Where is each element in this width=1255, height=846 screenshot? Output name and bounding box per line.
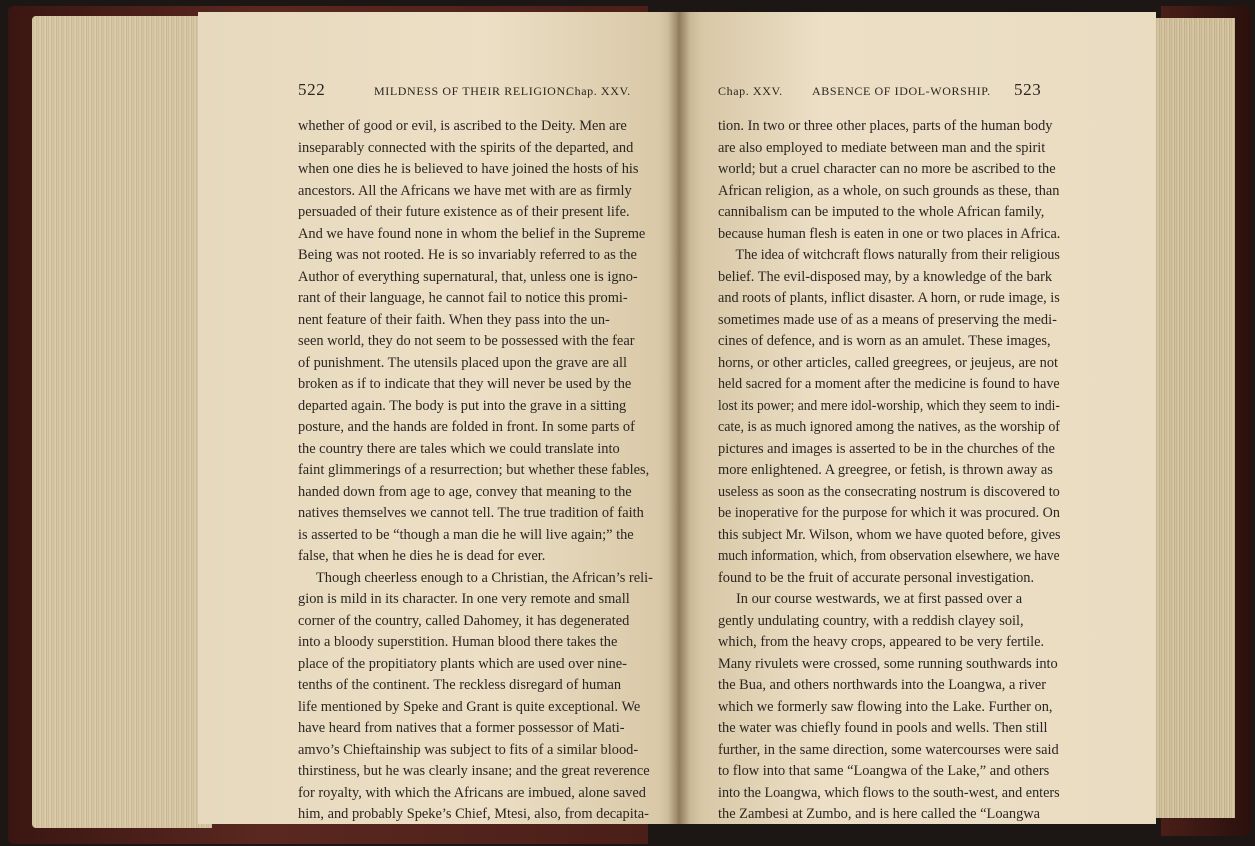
text-line: world; but a cruel character can no more be ascribed to the: [718, 161, 1056, 177]
text-line: broken as if to indicate that they will never be used by the: [298, 376, 632, 392]
text-line: place of the propitiatory plants which are used over nine-: [298, 655, 627, 672]
text-line: belief. The evil-disposed may, by a knowledge of the bark: [718, 268, 1053, 285]
text-line: for royalty, with which the Africans are imbued, alone saved: [298, 784, 646, 801]
text-line: departed again. The body is put into the grave in a sitting: [298, 397, 627, 414]
left-page-header: [298, 80, 658, 106]
book-gutter: [668, 12, 690, 824]
right-chapter-label: Chap. XXV.: [718, 84, 783, 98]
text-line: African religion, as a whole, on such grounds as these, than: [718, 182, 1060, 199]
right-running-title: ABSENCE OF IDOL-WORSHIP.: [812, 84, 991, 98]
right-page-header: [718, 80, 1058, 106]
text-line: the Bua, and others northwards into the Loangwa, a river: [718, 677, 1047, 693]
text-line: and roots of plants, inflict disaster. A horn, or rude image, is: [718, 290, 1060, 306]
text-line: when one dies he is believed to have joined the hosts of his: [298, 161, 639, 177]
text-line: tion. In two or three other places, parts of the human body: [718, 118, 1053, 134]
text-line: inseparably connected with the spirits of the departed, and: [298, 139, 634, 156]
text-line: further, in the same direction, some watercourses were said: [718, 741, 1059, 758]
text-line: Many rivulets were crossed, some running southwards into: [718, 655, 1058, 672]
text-line: this subject Mr. Wilson, whom we have quoted before, gives: [718, 526, 1061, 543]
right-page-body: [718, 116, 1060, 826]
text-line: corner of the country, called Dahomey, it has degenerated: [298, 612, 630, 629]
text-line: which we formerly saw flowing into the Lake. Further on,: [718, 698, 1053, 715]
text-line: to flow into that same “Loangwa of the Lake,” and others: [718, 763, 1050, 779]
text-line: found to be the fruit of accurate personal investigation.: [718, 569, 1035, 586]
text-line: persuaded of their future existence as of their present life.: [298, 204, 630, 220]
text-line: useless as soon as the consecrating nostrum is discovered to: [718, 483, 1060, 500]
text-line: gion is mild in its character. In one very remote and small: [298, 591, 630, 607]
text-line: rant of their language, he cannot fail to notice this promi-: [298, 290, 628, 306]
text-line: natives themselves we cannot tell. The true tradition of faith: [298, 505, 644, 521]
text-line: are also employed to mediate between man and the spirit: [718, 139, 1046, 156]
left-page-body: [298, 116, 654, 826]
text-line: into a bloody superstition. Human blood there takes the: [298, 634, 618, 650]
left-chapter-label: Chap. XXV.: [566, 84, 631, 98]
text-line: held sacred for a moment after the medicine is found to have: [718, 376, 1060, 392]
text-line: seen world, they do not seem to be possessed with the fear: [298, 333, 635, 349]
text-line: handed down from age to age, convey that meaning to the: [298, 483, 632, 500]
text-line: ancestors. All the Africans we have met with are as firmly: [298, 182, 632, 199]
text-line: Author of everything supernatural, that, unless one is igno-: [298, 268, 638, 285]
text-line: Though cheerless enough to a Christian, the African’s reli-: [316, 569, 653, 586]
text-line: more enlightened. A greegree, or fetish, is thrown away as: [718, 462, 1053, 478]
text-line: which, from the heavy crops, appeared to be very fertile.: [718, 634, 1045, 650]
text-line: pictures and images is asserted to be in the churches of the: [718, 440, 1055, 457]
text-line: the Zambesi at Zumbo, and is here called the “Loangwa: [718, 806, 1041, 822]
text-line: cate, is as much ignored among the natives, as the worship of: [718, 419, 1060, 435]
text-line: The idea of witchcraft flows naturally from their religious: [735, 247, 1060, 263]
text-line: life mentioned by Speke and Grant is quite exceptional. We: [298, 698, 641, 715]
text-line: the country there are tales which we could translate into: [298, 440, 620, 457]
text-line: have heard from natives that a former possessor of Mati-: [298, 720, 625, 736]
text-line: lost its power; and mere idol-worship, which they seem to indi-: [718, 397, 1060, 414]
text-line: cines of defence, and is worn as an amulet. These images,: [718, 333, 1051, 349]
page-edges-right: [1145, 18, 1235, 818]
text-line: posture, and the hands are folded in front. In some parts of: [298, 419, 635, 435]
text-line: him, and probably Speke’s Chief, Mtesi, also, from decapita-: [298, 806, 649, 822]
text-line: tenths of the continent. The reckless disregard of human: [298, 677, 622, 693]
text-line: because human flesh is eaten in one or two places in Africa.: [718, 225, 1061, 242]
right-page-number: 523: [1014, 80, 1042, 99]
text-line: nent feature of their faith. When they pass into the un-: [298, 311, 610, 328]
text-line: sometimes made use of as a means of preserving the medi-: [718, 311, 1057, 328]
text-line: much information, which, from observation elsewhere, we have: [718, 548, 1060, 564]
text-line: Being was not rooted. He is so invariably referred to as the: [298, 247, 637, 263]
text-line: cannibalism can be imputed to the whole African family,: [718, 204, 1045, 220]
text-line: whether of good or evil, is ascribed to the Deity. Men are: [298, 118, 627, 134]
text-line: And we have found none in whom the belief in the Supreme: [298, 225, 646, 242]
text-line: gently undulating country, with a reddish clayey soil,: [718, 612, 1024, 629]
text-line: faint glimmerings of a resurrection; but whether these fables,: [298, 462, 650, 478]
text-line: the water was chiefly found in pools and wells. Then still: [718, 720, 1048, 736]
text-line: horns, or other articles, called greegrees, or jeujeus, are not: [718, 354, 1059, 371]
text-line: of punishment. The utensils placed upon the grave are all: [298, 354, 628, 371]
text-line: false, that when he dies he is dead for ever.: [298, 548, 546, 564]
text-line: is asserted to be “though a man die he will live again;” the: [298, 526, 634, 543]
text-line: thirstiness, but he was clearly insane; and the great reverence: [298, 763, 650, 779]
text-line: amvo’s Chieftainship was subject to fits of a similar blood-: [298, 741, 639, 758]
text-line: In our course westwards, we at first passed over a: [736, 591, 1023, 607]
text-line: be inoperative for the purpose for which it was procured. On: [718, 505, 1060, 521]
left-running-title: MILDNESS OF THEIR RELIGION.: [374, 84, 570, 98]
page-edges-left: [32, 16, 212, 828]
left-page-number: 522: [298, 80, 326, 99]
text-line: into the Loangwa, which flows to the south-west, and enters: [718, 784, 1060, 801]
